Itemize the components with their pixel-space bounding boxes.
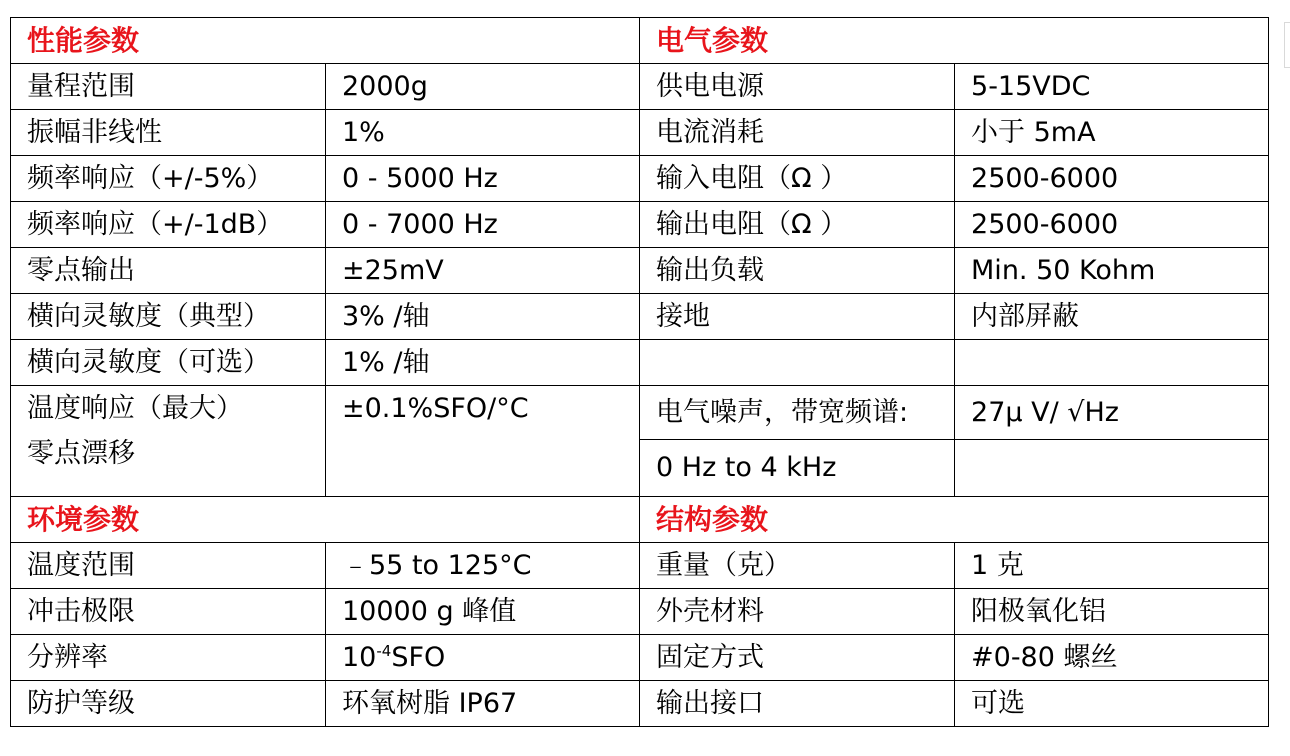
table-row — [11, 64, 1269, 110]
param-value: 10000 g 峰值 — [326, 589, 640, 635]
param-value: 2000g — [326, 64, 640, 110]
param-label-line: 零点漂移 — [27, 438, 135, 469]
param-label: 电流消耗 — [640, 110, 955, 156]
table-row — [11, 386, 1269, 440]
param-value — [955, 340, 1269, 386]
section-title-structure: 结构参数 — [640, 497, 1269, 543]
param-value: 1% /轴 — [326, 340, 640, 386]
param-label — [640, 340, 955, 386]
section-title-environment: 环境参数 — [11, 497, 640, 543]
param-label: 0 Hz to 4 kHz — [640, 440, 955, 497]
param-value — [955, 440, 1269, 497]
table-row — [11, 156, 1269, 202]
param-label: 外壳材料 — [640, 589, 955, 635]
param-label: 输入电阻（Ω ） — [640, 156, 955, 202]
param-label: 振幅非线性 — [11, 110, 326, 156]
header-row-performance-electrical — [11, 18, 1269, 64]
table-row — [11, 294, 1269, 340]
table-row — [11, 589, 1269, 635]
header-row-environment-structure — [11, 497, 1269, 543]
param-label-multiline — [11, 386, 326, 497]
param-value: 阳极氧化铝 — [955, 589, 1269, 635]
param-value: 2500-6000 — [955, 202, 1269, 248]
param-label-line: 温度响应（最大） — [27, 393, 243, 424]
param-label: 横向灵敏度（可选） — [11, 340, 326, 386]
table-row — [11, 248, 1269, 294]
param-value: 3% /轴 — [326, 294, 640, 340]
param-value: #0-80 螺丝 — [955, 635, 1269, 681]
table-row — [11, 635, 1269, 681]
section-title-performance: 性能参数 — [11, 18, 640, 64]
table-row — [11, 543, 1269, 589]
table-row — [11, 110, 1269, 156]
param-value-resolution — [326, 635, 640, 681]
param-label: 输出电阻（Ω ） — [640, 202, 955, 248]
param-value: 0 - 7000 Hz — [326, 202, 640, 248]
param-label: 频率响应（+/-1dB） — [11, 202, 326, 248]
param-value: 可选 — [955, 681, 1269, 727]
param-label: 供电电源 — [640, 64, 955, 110]
param-value: 5-15VDC — [955, 64, 1269, 110]
param-label: 分辨率 — [11, 635, 326, 681]
param-value: Min. 50 Kohm — [955, 248, 1269, 294]
param-label: 零点输出 — [11, 248, 326, 294]
param-label: 温度范围 — [11, 543, 326, 589]
param-label: 频率响应（+/-5%） — [11, 156, 326, 202]
param-value: 环氧树脂 IP67 — [326, 681, 640, 727]
table-row — [11, 681, 1269, 727]
param-value: 27μ V/ √Hz — [955, 386, 1269, 440]
param-value: 小于 5mA — [955, 110, 1269, 156]
param-label: 固定方式 — [640, 635, 955, 681]
spec-table — [10, 17, 1269, 727]
param-label: 量程范围 — [11, 64, 326, 110]
side-panel-tab[interactable] — [1284, 22, 1290, 68]
param-value: 2500-6000 — [955, 156, 1269, 202]
param-label: 输出负载 — [640, 248, 955, 294]
table-row — [11, 340, 1269, 386]
resolution-unit: SFO — [391, 642, 446, 673]
param-label: 防护等级 — [11, 681, 326, 727]
param-value: 1% — [326, 110, 640, 156]
resolution-base: 10 — [342, 642, 377, 673]
param-label: 横向灵敏度（典型） — [11, 294, 326, 340]
param-value: ±25mV — [326, 248, 640, 294]
param-value: ±0.1%SFO/°C — [326, 386, 640, 497]
param-label: 冲击极限 — [11, 589, 326, 635]
param-label: 重量（克） — [640, 543, 955, 589]
section-title-electrical: 电气参数 — [640, 18, 1269, 64]
param-label: 电气噪声，带宽频谱: — [640, 386, 955, 440]
param-label: 接地 — [640, 294, 955, 340]
table-row — [11, 202, 1269, 248]
param-value: 0 - 5000 Hz — [326, 156, 640, 202]
param-value: 1 克 — [955, 543, 1269, 589]
param-value: ﹣55 to 125°C — [326, 543, 640, 589]
param-label: 输出接口 — [640, 681, 955, 727]
resolution-exponent: -4 — [376, 642, 392, 660]
param-value: 内部屏蔽 — [955, 294, 1269, 340]
